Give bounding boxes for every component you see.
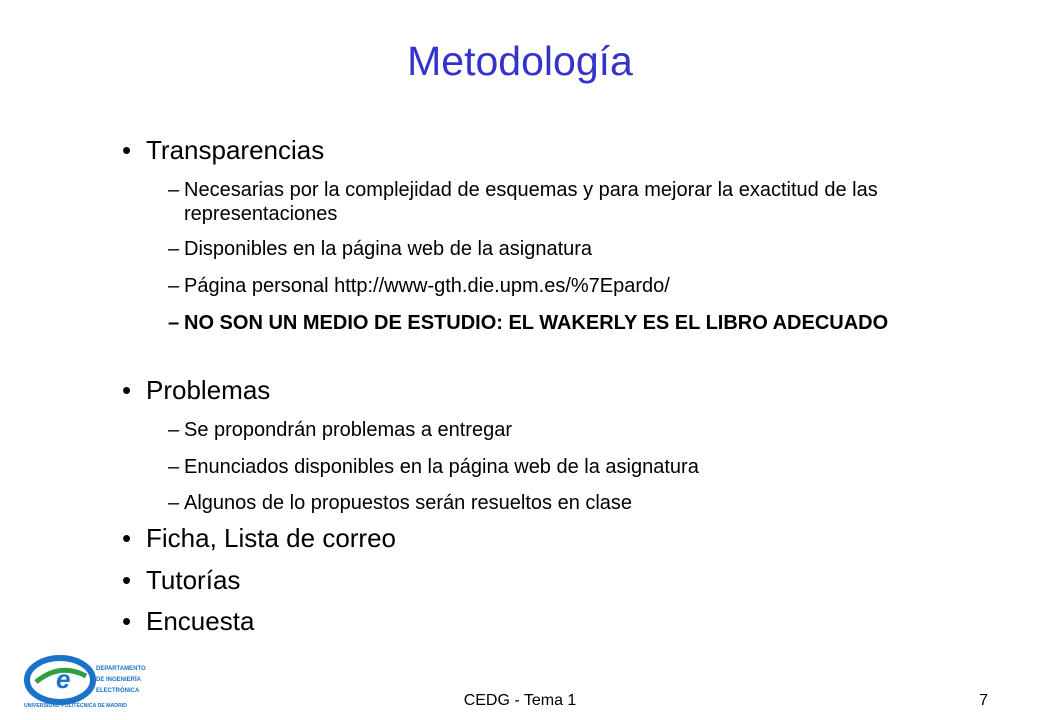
footer-course: CEDG - Tema 1 — [463, 692, 577, 709]
bullet-icon: • — [122, 135, 132, 165]
bullet-label: Tutorías — [146, 565, 241, 595]
sub-item-text: Necesarias por la complejidad de esquemas y para mejorar la exactitud de las representaciones — [184, 179, 878, 225]
bullet-label: Encuesta — [146, 606, 255, 636]
sub-item — [168, 455, 968, 479]
sub-item — [168, 237, 968, 261]
dash-icon: – — [168, 456, 180, 478]
dash-icon: – — [168, 275, 180, 297]
slide-title: Metodología — [407, 38, 633, 84]
sub-item-text: Página personal http://www-gth.die.upm.es/%7Epardo/ — [184, 275, 670, 297]
dash-icon: – — [168, 312, 180, 334]
logo-line-1: DEPARTAMENTO — [96, 666, 146, 672]
bullet-icon: • — [122, 565, 132, 595]
page-number: 7 — [979, 692, 988, 709]
sub-item — [168, 418, 968, 442]
bullet-label: Ficha, Lista de correo — [146, 523, 397, 553]
dash-icon: – — [168, 238, 180, 260]
sub-item — [168, 178, 968, 226]
sub-item-text: Se propondrán problemas a entregar — [184, 419, 512, 441]
sub-item — [168, 274, 968, 298]
bullet-icon: • — [122, 606, 132, 636]
bullet-label: Problemas — [146, 375, 271, 405]
bullet-icon: • — [122, 375, 132, 405]
sub-item — [168, 491, 968, 515]
sub-item-text: Enunciados disponibles en la página web de la asignatura — [184, 456, 699, 478]
logo-letter-icon: e — [56, 664, 71, 694]
bullet-icon: • — [122, 523, 132, 553]
dash-icon: – — [168, 179, 180, 201]
sub-item-text: Disponibles en la página web de la asignatura — [184, 238, 593, 260]
dash-icon: – — [168, 419, 180, 441]
logo-university: UNIVERSIDAD POLITÉCNICA DE MADRID — [24, 703, 127, 709]
bullet-label: Transparencias — [146, 135, 325, 165]
sub-item-warning — [168, 311, 968, 335]
logo-line-3: ELECTRÓNICA — [96, 688, 140, 694]
dash-icon: – — [168, 492, 180, 514]
sub-item-text: NO SON UN MEDIO DE ESTUDIO: EL WAKERLY ES EL LIBRO ADECUADO — [184, 312, 889, 334]
logo-line-2: DE INGENIERÍA — [96, 677, 142, 683]
sub-item-text: Algunos de lo propuestos serán resueltos en clase — [184, 492, 633, 514]
